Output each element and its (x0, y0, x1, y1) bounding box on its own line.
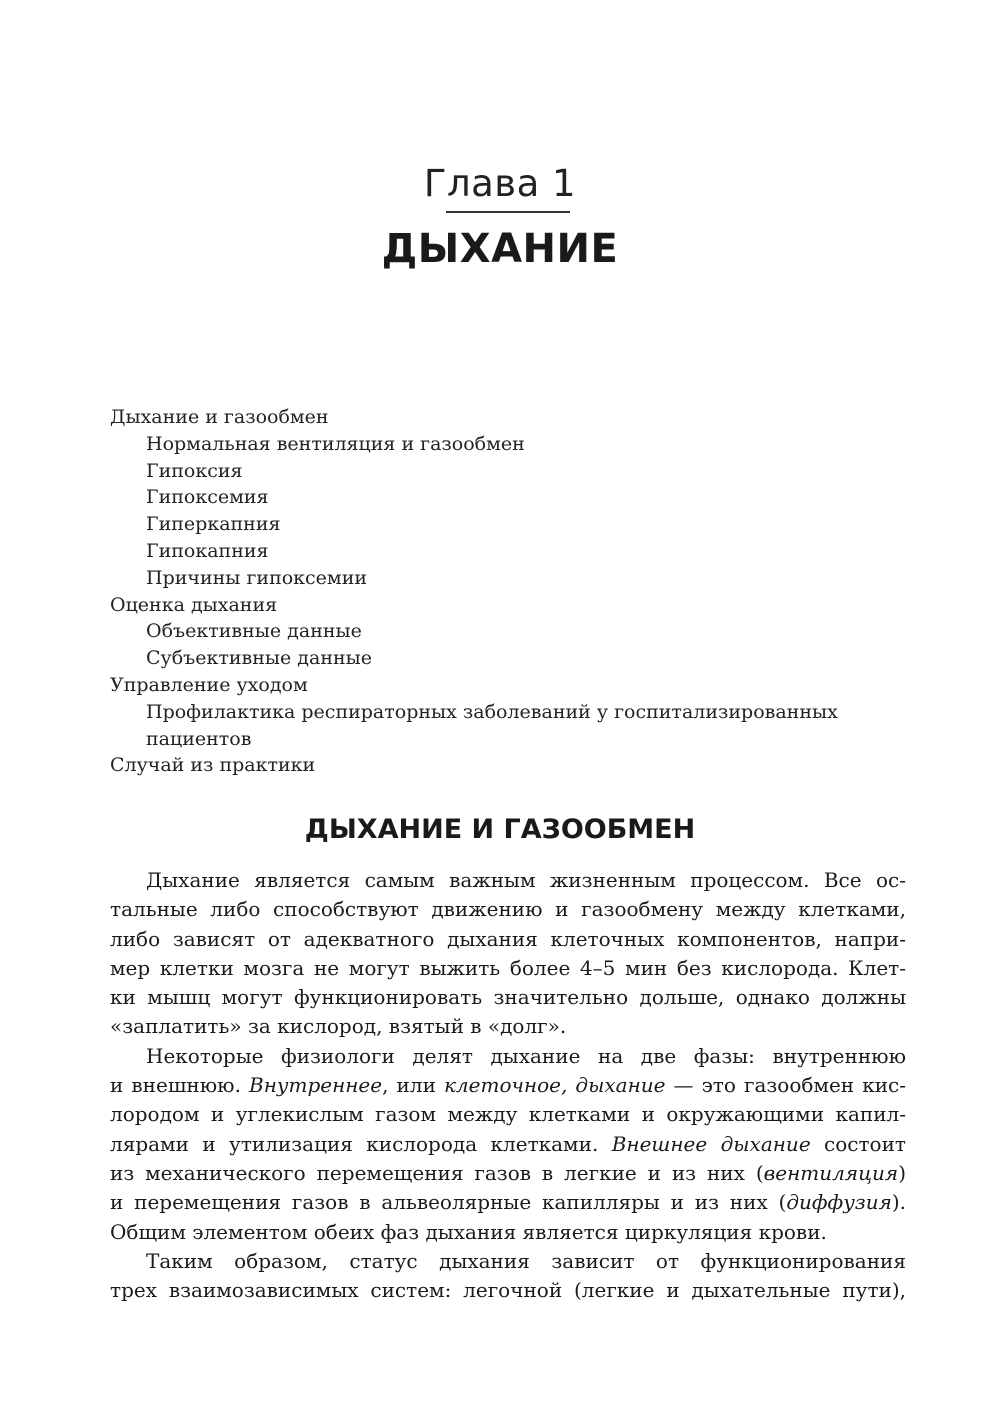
text-run: и внешнюю. (110, 1073, 249, 1098)
toc-item: Гиперкапния (146, 513, 281, 536)
text-run: Некоторые физиологи делят дыхание на две фазы: внутреннюю (146, 1043, 906, 1068)
text-run: , или (382, 1073, 444, 1098)
text-line (110, 1042, 906, 1071)
text-run: либо зависят от адекватного дыхания клеточных компонентов, напри- (110, 926, 906, 951)
toc-item: Дыхание и газообмен (110, 406, 329, 428)
text-line (110, 983, 906, 1012)
toc-item: Гипоксемия (146, 486, 269, 509)
toc-item: Причины гипоксемии (146, 566, 368, 589)
text-line (110, 925, 906, 954)
text-run: ки мышц могут функционировать значительно дольше, однако должны (110, 985, 906, 1010)
toc-item: Профилактика респираторных заболеваний у госпитализированных (146, 700, 838, 723)
text-line (110, 1188, 906, 1217)
text-run: лярами и утилизация кислорода клетками. (110, 1131, 612, 1156)
text-run: состоит (810, 1131, 906, 1156)
text-line (110, 1218, 906, 1247)
text-line (110, 1159, 906, 1188)
toc-item: Нормальная вентиляция и газообмен (146, 432, 525, 455)
toc-item: Управление уходом (110, 673, 308, 696)
text-line (110, 1130, 906, 1159)
text-run: и перемещения газов в альвеолярные капилляры и из них ( (110, 1190, 787, 1215)
chapter-rule (446, 211, 570, 213)
text-run: мер клетки мозга не могут выжить более 4–5 мин без кислорода. Клет- (110, 955, 906, 980)
text-line (110, 866, 906, 895)
toc-item: Объективные данные (146, 620, 362, 643)
text-run: Дыхание является самым важным жизненным процессом. Все ос- (146, 868, 906, 892)
text-run: Общим элементом обеих фаз дыхания является циркуляция крови. (110, 1219, 827, 1244)
chapter-title: ДЫХАНИЕ (381, 226, 619, 272)
toc-item: Гипоксия (146, 459, 243, 482)
text-line (110, 1276, 906, 1305)
text-run: ) (898, 1160, 906, 1185)
body-text (110, 866, 906, 1305)
text-run: — это газообмен кис- (665, 1073, 906, 1098)
toc-item: Случай из практики (110, 754, 316, 777)
text-line (110, 895, 906, 924)
toc-item: Субъективные данные (146, 647, 373, 670)
text-run: «заплатить» за кислород, взятый в «долг». (110, 1014, 567, 1039)
toc-item: Оценка дыхания (110, 593, 278, 616)
text-run: из механического перемещения газов в легкие и из них ( (110, 1160, 764, 1185)
italic-term: Внешнее дыхание (611, 1131, 811, 1156)
italic-term: диффузия (786, 1190, 892, 1215)
text-line (110, 1012, 906, 1041)
text-run: лородом и углекислым газом между клетками и окружающими капил- (110, 1102, 906, 1127)
section-heading: ДЫХАНИЕ И ГАЗООБМЕН (304, 814, 696, 845)
text-run: тальные либо способствуют движению и газообмену между клетками, (110, 897, 906, 922)
text-line (110, 1100, 906, 1129)
chapter-label: Глава 1 (423, 162, 577, 205)
body-paragraph (110, 866, 906, 1042)
text-line (110, 954, 906, 983)
text-run: ). (891, 1190, 906, 1215)
italic-term: клеточное, дыхание (443, 1073, 666, 1098)
text-run: трех взаимозависимых систем: легочной (легкие и дыхательные пути), (110, 1278, 906, 1303)
toc-item: пациентов (146, 727, 252, 750)
table-of-contents (110, 404, 890, 779)
italic-term: вентиляция (763, 1160, 899, 1185)
body-paragraph (110, 1247, 906, 1306)
text-line (110, 1247, 906, 1276)
body-paragraph (110, 1042, 906, 1247)
text-line (110, 1071, 906, 1100)
text-run: Таким образом, статус дыхания зависит от функционирования (146, 1248, 906, 1273)
italic-term: Внутреннее (249, 1073, 383, 1098)
toc-item: Гипокапния (146, 539, 269, 562)
